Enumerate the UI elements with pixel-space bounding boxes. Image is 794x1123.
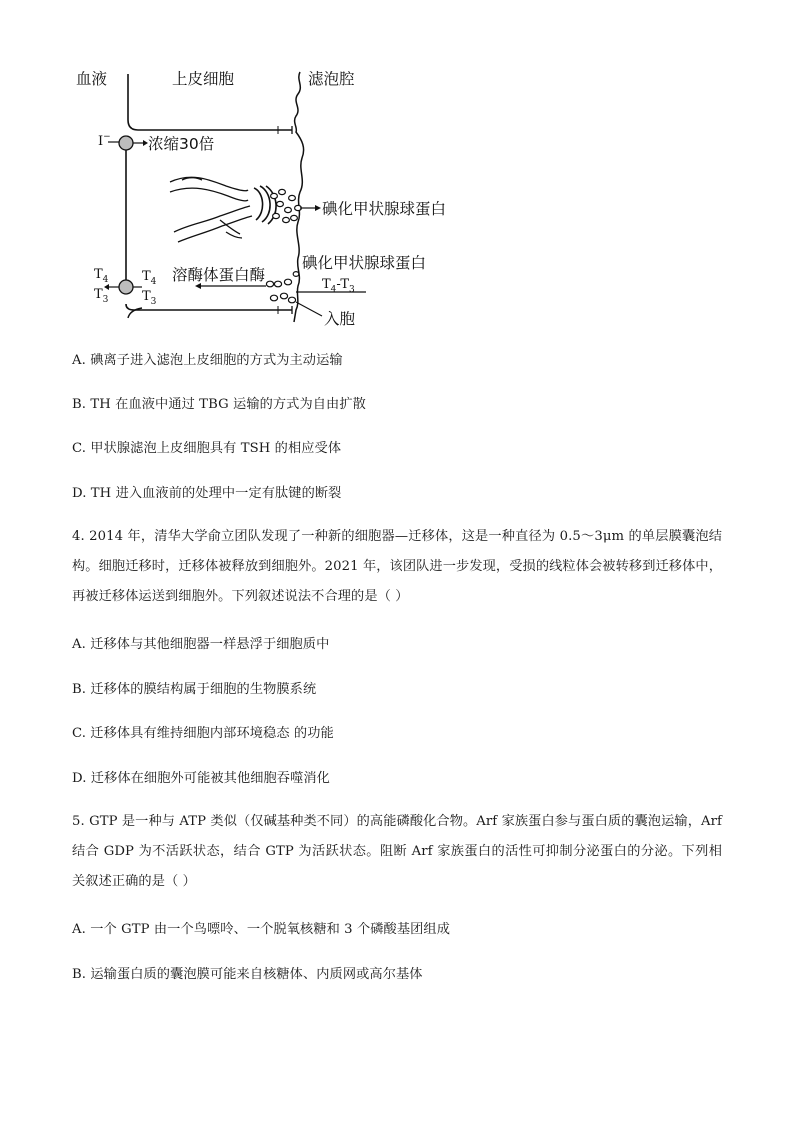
label-iodide: I− (98, 132, 111, 149)
q5-stem: 5. GTP 是一种与 ATP 类似（仅碱基种类不同）的高能磷酸化合物。Arf 家族蛋白参与蛋白质的囊泡运输，Arf 结合 GDP 为不活跃状态，结合 GTP 为活跃状态。阻断 Arf 家族蛋白的活性可抑制分泌蛋白的分泌。下列相关叙述正确的是（ ） (72, 814, 722, 889)
secretory-vesicles (271, 189, 302, 222)
hormone-transporter (119, 280, 133, 294)
label-t4-right: $T_4$ (142, 269, 157, 287)
label-t3-left: $T_3$ (94, 287, 109, 305)
q3-option-a: A. 碘离子进入滤泡上皮细胞的方式为主动运输 (72, 353, 343, 368)
q3-option-b: B. TH 在血液中通过 TBG 运输的方式为自由扩散 (72, 397, 366, 412)
golgi-stack (254, 186, 276, 224)
q3-option-d: D. TH 进入血液前的处理中一定有肽键的断裂 (72, 486, 342, 501)
er-lower (174, 206, 252, 242)
q3-option-c: C. 甲状腺滤泡上皮细胞具有 TSH 的相应受体 (72, 441, 342, 456)
diagram-svg (70, 62, 490, 332)
endocytic-vesicles (266, 272, 298, 303)
label-t4-left: $T_4$ (94, 267, 109, 285)
secretion-arrowhead (315, 205, 321, 211)
q4-option-b: B. 迁移体的膜结构属于细胞的生物膜系统 (72, 682, 317, 697)
iodide-transporter (119, 136, 133, 150)
endocytosis-pointer (296, 302, 322, 316)
q4-option-c: C. 迁移体具有维持细胞内部环境稳态 的功能 (72, 726, 334, 741)
label-t4-t3-complex: $T_4-T_3$ (322, 277, 355, 295)
label-iodinated-thyroglobulin-1: 碘化甲状腺球蛋白 (322, 200, 447, 218)
q4-option-d: D. 迁移体在细胞外可能被其他细胞吞噬消化 (72, 771, 330, 786)
q5-option-b: B. 运输蛋白质的囊泡膜可能来自核糖体、内质网或高尔基体 (72, 967, 423, 982)
label-blood: 血液 (76, 70, 108, 88)
label-epithelial-cell: 上皮细胞 (172, 70, 235, 88)
thyroid-follicle-diagram (70, 62, 490, 332)
label-iodinated-thyroglobulin-2: 碘化甲状腺球蛋白 (302, 254, 427, 272)
q4-option-a: A. 迁移体与其他细胞器一样悬浮于细胞质中 (72, 637, 330, 652)
label-t3-right: $T_3$ (142, 289, 157, 307)
q5-option-a: A. 一个 GTP 由一个鸟嘌呤、一个脱氧核糖和 3 个磷酸基团组成 (72, 922, 450, 937)
label-concentrate: 浓缩30倍 (148, 135, 215, 153)
q4-stem: 4. 2014 年，清华大学俞立团队发现了一种新的细胞器—迁移体，这是一种直径为 0.5～3μm 的单层膜囊泡结构。细胞迁移时，迁移体被释放到细胞外。2021 年，该团队进一步发现，受损的线粒体会被转移到迁移体中，再被迁移体运送到细胞外。下列叙述说法不合理的是（ ） (72, 529, 722, 604)
er-upper (170, 177, 248, 201)
label-follicle-lumen: 滤泡腔 (308, 70, 355, 88)
label-endocytosis: 入胞 (324, 310, 356, 328)
label-lysosome-protease: 溶酶体蛋白酶 (172, 266, 266, 284)
